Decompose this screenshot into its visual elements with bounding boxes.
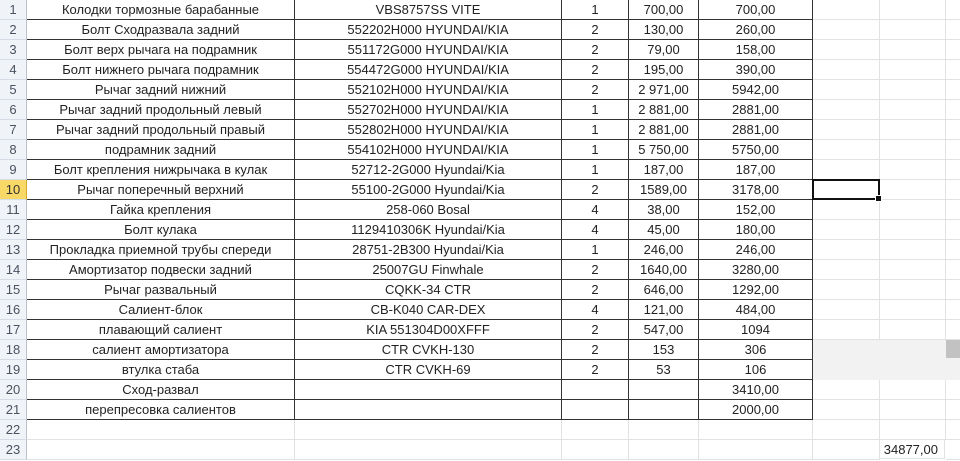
cell-item-name[interactable]: подрамник задний xyxy=(27,140,295,160)
cell-part-number[interactable]: 552702H000 HYUNDAI/KIA xyxy=(295,100,562,120)
cell-part-number[interactable] xyxy=(295,400,562,420)
cell-part-number[interactable]: CQKK-34 CTR xyxy=(295,280,562,300)
cell-empty[interactable] xyxy=(880,280,946,300)
cell-total[interactable]: 106 xyxy=(699,360,813,380)
cell-empty[interactable] xyxy=(813,0,880,20)
row-header[interactable]: 17 xyxy=(0,320,27,340)
cell-price[interactable]: 195,00 xyxy=(629,60,699,80)
cell-quantity[interactable]: 2 xyxy=(562,60,629,80)
row-header[interactable]: 4 xyxy=(0,60,27,80)
cell-part-number[interactable]: 554102H000 HYUNDAI/KIA xyxy=(295,140,562,160)
cell-item-name[interactable]: Сход-развал xyxy=(27,380,295,400)
cell-total[interactable]: 3410,00 xyxy=(699,380,813,400)
cell-item-name[interactable]: Болт крепления нижрычака в кулак xyxy=(27,160,295,180)
cell-empty[interactable] xyxy=(813,240,880,260)
cell-empty[interactable] xyxy=(880,400,946,420)
table-row xyxy=(0,160,960,180)
table-row xyxy=(0,400,960,420)
cell-empty[interactable] xyxy=(813,400,880,420)
cell-empty[interactable] xyxy=(813,380,880,400)
row-header[interactable]: 16 xyxy=(0,300,27,320)
fill-handle[interactable] xyxy=(875,195,882,202)
cell-empty[interactable] xyxy=(813,120,880,140)
cell-quantity[interactable]: 1 xyxy=(562,0,629,20)
cell-price[interactable]: 700,00 xyxy=(629,0,699,20)
cell-quantity[interactable]: 2 xyxy=(562,360,629,380)
cell-quantity[interactable] xyxy=(562,380,629,400)
row-header[interactable]: 18 xyxy=(0,340,27,360)
cell-quantity[interactable]: 2 xyxy=(562,260,629,280)
cell-empty[interactable] xyxy=(946,420,960,440)
cell-empty[interactable] xyxy=(813,300,880,320)
cell-part-number[interactable]: VBS8757SS VITE xyxy=(295,0,562,20)
cell-empty[interactable] xyxy=(880,120,946,140)
cell-item-name[interactable]: Прокладка приемной трубы спереди xyxy=(27,240,295,260)
cell-empty[interactable] xyxy=(562,420,629,440)
cell-empty[interactable] xyxy=(946,120,960,140)
cell-total[interactable]: 2881,00 xyxy=(699,120,813,140)
table-row xyxy=(0,200,960,220)
cell-empty[interactable] xyxy=(946,240,960,260)
cell-empty[interactable] xyxy=(699,440,813,460)
cell-empty[interactable] xyxy=(880,260,946,280)
cell-quantity[interactable] xyxy=(562,400,629,420)
cell-item-name[interactable]: втулка стаба xyxy=(27,360,295,380)
cell-price[interactable] xyxy=(629,380,699,400)
cell-empty[interactable] xyxy=(813,200,880,220)
cell-empty[interactable] xyxy=(880,60,946,80)
grand-total-row xyxy=(0,440,960,460)
cell-empty[interactable] xyxy=(880,200,946,220)
cell-total[interactable]: 390,00 xyxy=(699,60,813,80)
cell-quantity[interactable]: 4 xyxy=(562,200,629,220)
cell-part-number[interactable]: 28751-2B300 Hyundai/Kia xyxy=(295,240,562,260)
cell-item-name[interactable]: Рычаг поперечный верхний xyxy=(27,180,295,200)
cell-total[interactable]: 2000,00 xyxy=(699,400,813,420)
cell-empty[interactable] xyxy=(813,280,880,300)
row-header[interactable]: 14 xyxy=(0,260,27,280)
row-header[interactable]: 1 xyxy=(0,0,27,20)
cell-part-number[interactable]: 554472G000 HYUNDAI/KIA xyxy=(295,60,562,80)
cell-empty[interactable] xyxy=(946,60,960,80)
cell-price[interactable]: 547,00 xyxy=(629,320,699,340)
row-header[interactable]: 19 xyxy=(0,360,27,380)
cell-quantity[interactable]: 1 xyxy=(562,100,629,120)
cell-total[interactable]: 3280,00 xyxy=(699,260,813,280)
cell-empty[interactable] xyxy=(946,200,960,220)
row-header[interactable]: 2 xyxy=(0,20,27,40)
cell-total[interactable]: 187,00 xyxy=(699,160,813,180)
active-cell-selection[interactable] xyxy=(812,179,880,200)
cell-empty[interactable] xyxy=(946,320,960,340)
cell-part-number[interactable]: 55100-2G000 Hyundai/Kia xyxy=(295,180,562,200)
cell-empty[interactable] xyxy=(629,440,699,460)
cell-part-number[interactable]: 552202H000 HYUNDAI/KIA xyxy=(295,20,562,40)
cell-quantity[interactable]: 1 xyxy=(562,120,629,140)
table-row xyxy=(0,220,960,240)
table-row xyxy=(0,380,960,400)
row-header[interactable]: 3 xyxy=(0,40,27,60)
cell-empty[interactable] xyxy=(880,420,946,440)
cell-total[interactable]: 246,00 xyxy=(699,240,813,260)
cell-quantity[interactable]: 2 xyxy=(562,80,629,100)
cell-empty[interactable] xyxy=(813,100,880,120)
cell-price[interactable]: 1640,00 xyxy=(629,260,699,280)
cell-empty[interactable] xyxy=(813,140,880,160)
cell-empty[interactable] xyxy=(880,220,946,240)
row-header[interactable]: 8 xyxy=(0,140,27,160)
cell-item-name[interactable]: Болт нижнего рычага подрамник xyxy=(27,60,295,80)
cell-price[interactable]: 153 xyxy=(629,340,699,360)
cell-item-name[interactable]: Салиент-блок xyxy=(27,300,295,320)
row-header[interactable]: 21 xyxy=(0,400,27,420)
table-row xyxy=(0,280,960,300)
cell-empty[interactable] xyxy=(813,220,880,240)
cell-empty[interactable] xyxy=(946,0,960,20)
cell-empty[interactable] xyxy=(880,80,946,100)
cell-empty[interactable] xyxy=(946,180,960,200)
cell-quantity[interactable]: 1 xyxy=(562,140,629,160)
cell-item-name[interactable]: Гайка крепления xyxy=(27,200,295,220)
cell-total[interactable]: 260,00 xyxy=(699,20,813,40)
table-row xyxy=(0,320,960,340)
cell-part-number[interactable]: 552802H000 HYUNDAI/KIA xyxy=(295,120,562,140)
cell-item-name[interactable]: Болт верх рычага на подрамник xyxy=(27,40,295,60)
table-row xyxy=(0,20,960,40)
cell-part-number[interactable] xyxy=(295,380,562,400)
cell-empty[interactable] xyxy=(295,440,562,460)
cell-total[interactable]: 484,00 xyxy=(699,300,813,320)
cell-empty[interactable] xyxy=(946,280,960,300)
row-header[interactable]: 15 xyxy=(0,280,27,300)
cell-price[interactable]: 2 971,00 xyxy=(629,80,699,100)
cell-price[interactable]: 130,00 xyxy=(629,20,699,40)
cell-item-name[interactable]: перепресовка салиентов xyxy=(27,400,295,420)
cell-empty[interactable] xyxy=(946,100,960,120)
cell-empty[interactable] xyxy=(813,60,880,80)
cell-part-number[interactable]: 1129410306K Hyundai/Kia xyxy=(295,220,562,240)
table-row xyxy=(0,140,960,160)
cell-empty[interactable] xyxy=(813,40,880,60)
cell-price[interactable]: 5 750,00 xyxy=(629,140,699,160)
cell-quantity[interactable]: 1 xyxy=(562,160,629,180)
cell-empty[interactable] xyxy=(880,20,946,40)
cell-price[interactable]: 187,00 xyxy=(629,160,699,180)
table-row xyxy=(0,80,960,100)
table-row xyxy=(0,120,960,140)
cell-part-number[interactable]: CTR CVKH-69 xyxy=(295,360,562,380)
cell-item-name[interactable]: Колодки тормозные барабанные xyxy=(27,0,295,20)
cell-empty[interactable] xyxy=(880,300,946,320)
cell-empty[interactable] xyxy=(946,80,960,100)
cell-empty[interactable] xyxy=(813,440,880,460)
cell-empty[interactable] xyxy=(946,260,960,280)
cell-part-number[interactable]: KIA 551304D00XFFF xyxy=(295,320,562,340)
cell-part-number[interactable]: CTR CVKH-130 xyxy=(295,340,562,360)
cell-quantity[interactable]: 1 xyxy=(562,240,629,260)
cell-part-number[interactable]: 552102H000 HYUNDAI/KIA xyxy=(295,80,562,100)
cell-empty[interactable] xyxy=(880,320,946,340)
row-header[interactable]: 13 xyxy=(0,240,27,260)
grey-overlay-region xyxy=(813,340,960,380)
cell-empty[interactable] xyxy=(946,300,960,320)
row-header[interactable]: 7 xyxy=(0,120,27,140)
cell-price[interactable]: 45,00 xyxy=(629,220,699,240)
grand-total-cell[interactable]: 34877,00 xyxy=(880,440,945,459)
cell-empty[interactable] xyxy=(27,440,295,460)
cell-total[interactable]: 180,00 xyxy=(699,220,813,240)
cell-empty[interactable] xyxy=(946,380,960,400)
cell-quantity[interactable]: 2 xyxy=(562,320,629,340)
cell-price[interactable]: 1589,00 xyxy=(629,180,699,200)
cell-empty[interactable] xyxy=(946,160,960,180)
row-header[interactable]: 11 xyxy=(0,200,27,220)
cell-item-name[interactable]: Рычаг развальный xyxy=(27,280,295,300)
cell-empty[interactable] xyxy=(813,320,880,340)
cell-price[interactable]: 38,00 xyxy=(629,200,699,220)
cell-quantity[interactable]: 2 xyxy=(562,280,629,300)
cell-part-number[interactable]: 25007GU Finwhale xyxy=(295,260,562,280)
cell-price[interactable]: 2 881,00 xyxy=(629,120,699,140)
table-row xyxy=(0,60,960,80)
row-header-active[interactable]: 10 xyxy=(0,180,27,200)
cell-empty[interactable] xyxy=(699,420,813,440)
cell-empty[interactable] xyxy=(946,400,960,420)
row-header[interactable]: 5 xyxy=(0,80,27,100)
cell-empty[interactable] xyxy=(880,180,946,200)
cell-quantity[interactable]: 2 xyxy=(562,180,629,200)
cell-empty[interactable] xyxy=(946,440,960,460)
cell-empty[interactable] xyxy=(880,380,946,400)
table-row xyxy=(0,0,960,20)
row-header[interactable]: 6 xyxy=(0,100,27,120)
cell-part-number[interactable]: CB-K040 CAR-DEX xyxy=(295,300,562,320)
cell-empty[interactable] xyxy=(629,420,699,440)
cell-total[interactable]: 158,00 xyxy=(699,40,813,60)
empty-row xyxy=(0,420,960,440)
cell-empty[interactable] xyxy=(813,160,880,180)
cell-total[interactable]: 3178,00 xyxy=(699,180,813,200)
cell-empty[interactable] xyxy=(880,40,946,60)
cell-price[interactable]: 2 881,00 xyxy=(629,100,699,120)
cell-empty[interactable] xyxy=(880,160,946,180)
cell-empty[interactable] xyxy=(880,240,946,260)
table-row xyxy=(0,100,960,120)
cell-item-name[interactable]: Болт кулака xyxy=(27,220,295,240)
cell-item-name[interactable]: плавающий салиент xyxy=(27,320,295,340)
cell-part-number[interactable]: 551172G000 HYUNDAI/KIA xyxy=(295,40,562,60)
row-header[interactable]: 12 xyxy=(0,220,27,240)
cell-item-name[interactable]: Рычаг задний продольный левый xyxy=(27,100,295,120)
cell-item-name[interactable]: Рычаг задний продольный правый xyxy=(27,120,295,140)
cell-empty[interactable] xyxy=(562,440,629,460)
cell-empty[interactable] xyxy=(813,420,880,440)
cell-empty[interactable] xyxy=(295,420,562,440)
cell-total[interactable]: 5942,00 xyxy=(699,80,813,100)
scroll-thumb[interactable] xyxy=(946,340,960,358)
cell-price[interactable]: 79,00 xyxy=(629,40,699,60)
cell-part-number[interactable]: 52712-2G000 Hyundai/Kia xyxy=(295,160,562,180)
table-row xyxy=(0,40,960,60)
cell-total[interactable]: 700,00 xyxy=(699,0,813,20)
row-header[interactable]: 23 xyxy=(0,440,27,460)
cell-empty[interactable] xyxy=(946,20,960,40)
cell-quantity[interactable]: 4 xyxy=(562,300,629,320)
cell-empty[interactable] xyxy=(880,0,946,20)
cell-total[interactable]: 152,00 xyxy=(699,200,813,220)
cell-total[interactable]: 5750,00 xyxy=(699,140,813,160)
cell-quantity[interactable]: 4 xyxy=(562,220,629,240)
cell-total[interactable]: 1292,00 xyxy=(699,280,813,300)
cell-item-name[interactable]: Болт Сходразвала задний xyxy=(27,20,295,40)
cell-price[interactable]: 246,00 xyxy=(629,240,699,260)
table-row xyxy=(0,300,960,320)
row-header[interactable]: 22 xyxy=(0,420,27,440)
cell-total[interactable]: 1094 xyxy=(699,320,813,340)
cell-item-name[interactable]: Рычаг задний нижний xyxy=(27,80,295,100)
cell-total[interactable]: 2881,00 xyxy=(699,100,813,120)
cell-item-name[interactable]: Амортизатор подвески задний xyxy=(27,260,295,280)
cell-empty[interactable] xyxy=(27,420,295,440)
cell-empty[interactable] xyxy=(813,80,880,100)
cell-empty[interactable] xyxy=(946,140,960,160)
cell-quantity[interactable]: 2 xyxy=(562,340,629,360)
cell-price[interactable]: 53 xyxy=(629,360,699,380)
cell-empty[interactable] xyxy=(880,140,946,160)
cell-price[interactable] xyxy=(629,400,699,420)
cell-item-name[interactable]: салиент амортизатора xyxy=(27,340,295,360)
cell-empty[interactable] xyxy=(946,220,960,240)
cell-empty[interactable] xyxy=(880,100,946,120)
row-header[interactable]: 20 xyxy=(0,380,27,400)
table-row xyxy=(0,260,960,280)
row-header[interactable]: 9 xyxy=(0,160,27,180)
cell-price[interactable]: 121,00 xyxy=(629,300,699,320)
cell-total[interactable]: 306 xyxy=(699,340,813,360)
cell-quantity[interactable]: 2 xyxy=(562,20,629,40)
cell-price[interactable]: 646,00 xyxy=(629,280,699,300)
table-row xyxy=(0,240,960,260)
cell-empty[interactable] xyxy=(813,260,880,280)
cell-quantity[interactable]: 2 xyxy=(562,40,629,60)
cell-part-number[interactable]: 258-060 Bosal xyxy=(295,200,562,220)
cell-empty[interactable] xyxy=(813,20,880,40)
cell-empty[interactable] xyxy=(946,40,960,60)
